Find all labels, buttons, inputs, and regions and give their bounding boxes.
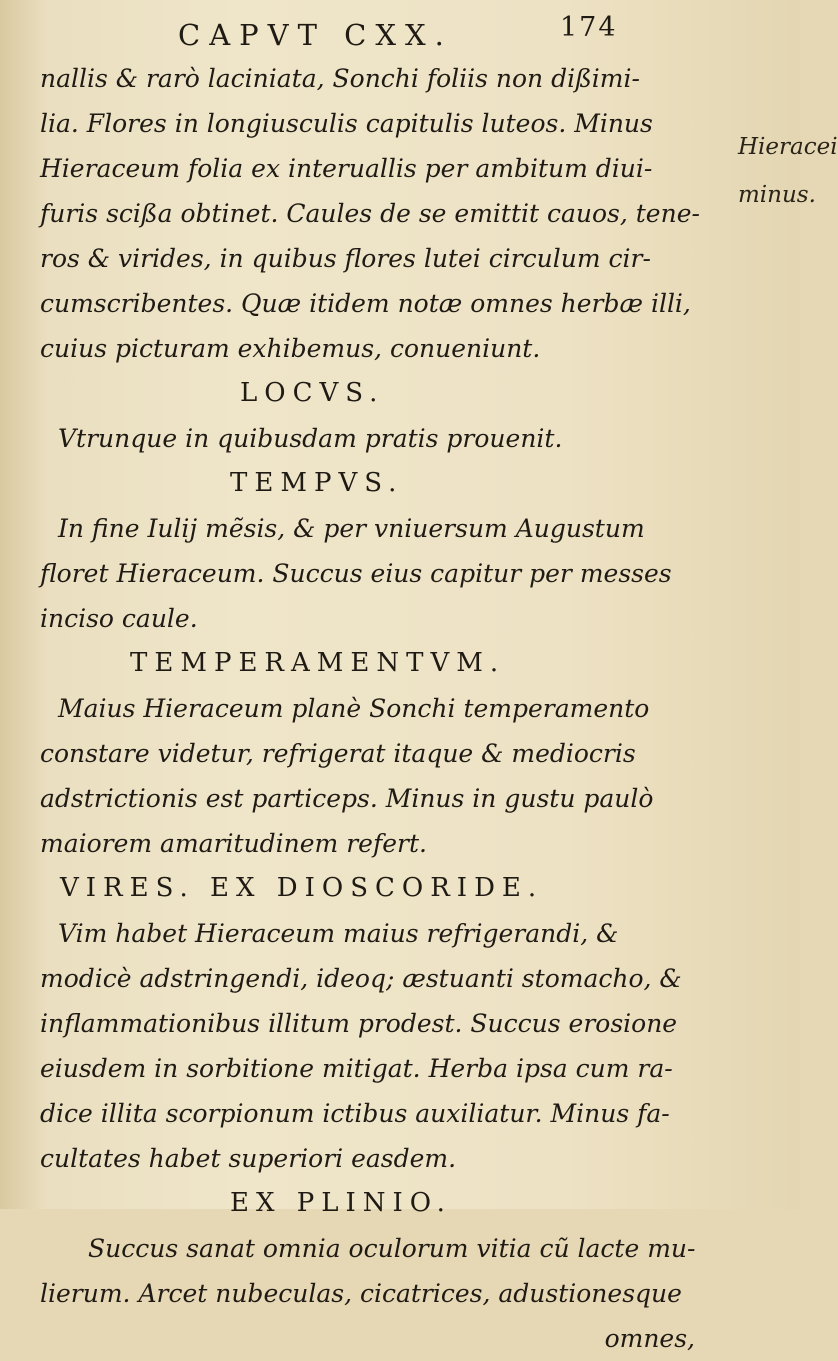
- text-line: modicè adstringendi, ideoq; æstuanti stomacho, &: [40, 964, 682, 993]
- text-line: lia. Flores in longiusculis capitulis luteos. Minus: [40, 109, 653, 138]
- text-line: adstrictionis est particeps. Minus in gustu paulò: [40, 784, 654, 813]
- text-line: cuius picturam exhibemus, conueniunt.: [40, 334, 541, 363]
- catchword: omnes,: [604, 1324, 695, 1353]
- text-line: nallis & rarò laciniata, Sonchi foliis non dißimi-: [40, 64, 640, 93]
- text-line: Succus sanat omnia oculorum vitia cũ lacte mu-: [88, 1234, 696, 1263]
- section-heading: TEMPERAMENTVM.: [130, 648, 506, 678]
- text-line: lierum. Arcet nubeculas, cicatrices, adustionesque: [40, 1279, 682, 1308]
- text-line: inflammationibus illitum prodest. Succus erosione: [40, 1009, 678, 1038]
- text-line: dice illita scorpionum ictibus auxiliatur. Minus fa-: [40, 1099, 670, 1128]
- page-header: [0, 12, 800, 58]
- text-line: cultates habet superiori easdem.: [40, 1144, 457, 1173]
- text-line: maiorem amaritudinem refert.: [40, 829, 427, 858]
- section-heading: LOCVS.: [240, 378, 385, 408]
- text-line: cumscribentes. Quæ itidem notæ omnes herbæ illi,: [40, 289, 691, 318]
- text-line: furis scißa obtinet. Caules de se emittit cauos, tene-: [40, 199, 700, 228]
- margin-note-minus: minus.: [738, 182, 816, 208]
- section-heading: VIRES. EX DIOSCORIDE.: [60, 873, 544, 903]
- text-line: Maius Hieraceum planè Sonchi temperamento: [58, 694, 650, 723]
- text-line: floret Hieraceum. Succus eius capitur per messes: [40, 559, 672, 588]
- text-line: In fine Iulij mẽsis, & per vniuersum Augustum: [58, 514, 645, 543]
- text-line: Vtrunque in quibusdam pratis prouenit.: [58, 424, 563, 453]
- body-text: [40, 56, 800, 1361]
- text-line: Hieraceum folia ex interuallis per ambitum diui-: [40, 154, 653, 183]
- text-line: inciso caule.: [40, 604, 198, 633]
- folio-number: 174: [560, 12, 618, 43]
- section-heading: EX PLINIO.: [230, 1188, 452, 1218]
- margin-note-hieracei: Hieracei: [738, 134, 838, 160]
- text-line: ros & virides, in quibus flores lutei circulum cir-: [40, 244, 651, 273]
- text-line: Vim habet Hieraceum maius refrigerandi, &: [58, 919, 619, 948]
- running-title: CAPVT CXX.: [178, 18, 453, 52]
- text-line: eiusdem in sorbitione mitigat. Herba ipsa cum ra-: [40, 1054, 673, 1083]
- text-line: constare videtur, refrigerat itaque & mediocris: [40, 739, 636, 768]
- section-heading: TEMPVS.: [230, 468, 404, 498]
